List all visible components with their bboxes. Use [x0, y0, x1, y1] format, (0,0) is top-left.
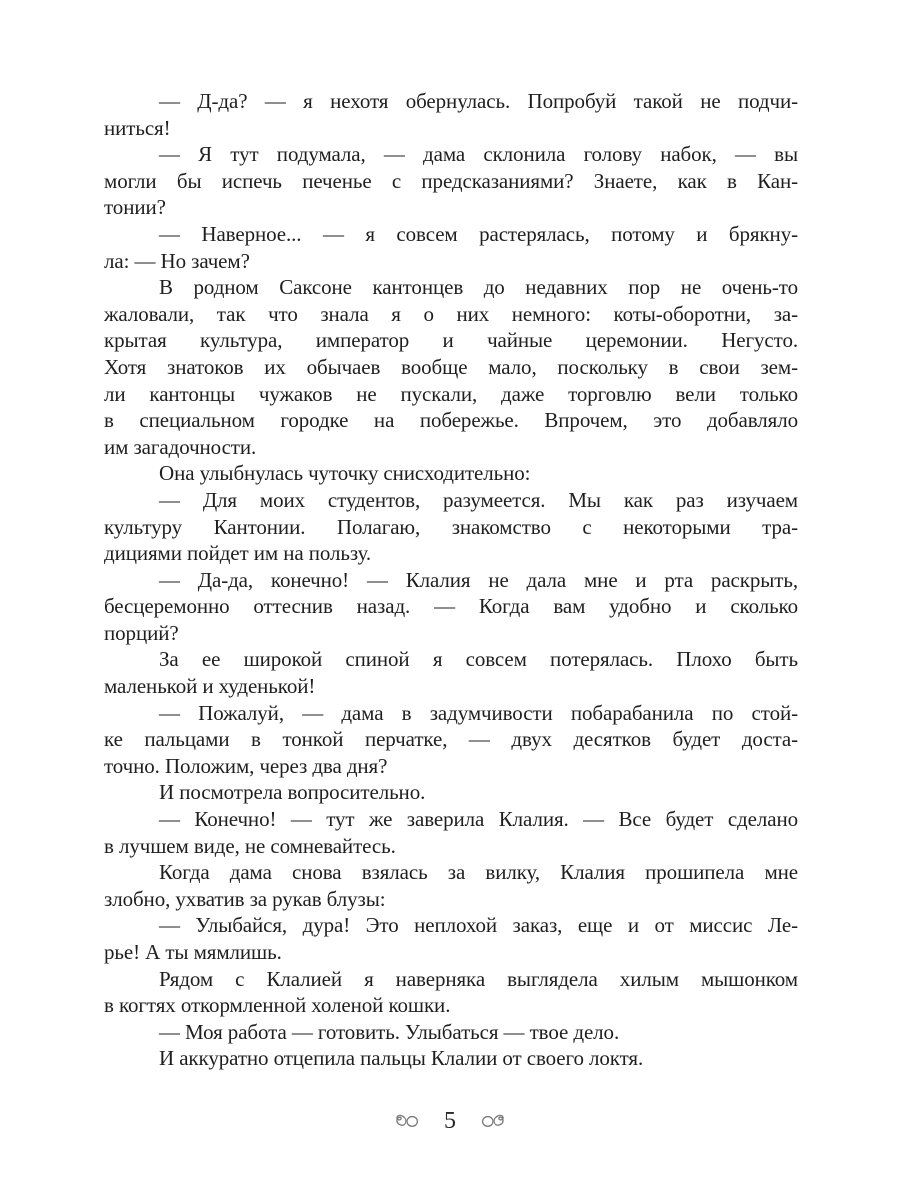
page-number: 5: [444, 1108, 456, 1134]
fleuron-right-icon: [480, 1113, 506, 1129]
paragraph: [104, 460, 798, 487]
text-line: В родном Саксоне кантонцев до недавних пор не очень-то: [159, 275, 798, 300]
text-line: жаловали, так что знала я о них немного: коты-оборотни, за-: [104, 301, 798, 326]
text-line: маленькой и худенькой!: [104, 674, 316, 699]
text-line: рье! А ты мямлишь.: [104, 940, 282, 964]
text-line: Хотя знатоков их обычаев вообще мало, поскольку в свои зем-: [104, 354, 798, 379]
text-line: ла: — Но зачем?: [104, 248, 250, 273]
text-line: — Да-да, конечно! — Клалия не дала мне и рта раскрыть,: [159, 567, 798, 592]
text-line: дициями пойдет им на пользу.: [104, 541, 372, 566]
text-line: точно. Положим, через два дня?: [104, 753, 388, 778]
text-line: — Наверное... — я совсем растерялась, потому и брякну-: [159, 221, 798, 246]
paragraph: [104, 779, 798, 806]
text-line: И аккуратно отцепила пальцы Клалии от своего локтя.: [159, 1046, 644, 1071]
paragraph: [104, 806, 798, 859]
text-line: им загадочности.: [104, 434, 257, 459]
text-line: И посмотрела вопросительно.: [159, 780, 426, 805]
text-line: — Д-да? — я нехотя обернулась. Попробуй такой не подчи-: [159, 89, 798, 113]
paragraph: [104, 912, 798, 965]
text-line: в когтях откормленной холеной кошки.: [104, 993, 451, 1018]
paragraph: [104, 567, 798, 647]
text-line: — Улыбайся, дура! Это неплохой заказ, еще и от миссис Ле-: [159, 913, 798, 938]
fleuron-left-icon: [394, 1113, 420, 1129]
text-line: Когда дама снова взялась за вилку, Клалия прошипела мне: [159, 860, 798, 885]
paragraph: [104, 1045, 798, 1072]
text-line: тонии?: [104, 195, 166, 220]
text-line: в лучшем виде, не сомневайтесь.: [104, 833, 396, 858]
text-line: — Конечно! — тут же заверила Клалия. — Все будет сделано: [159, 807, 798, 832]
text-line: в специальном городке на побережье. Впрочем, это добавляло: [104, 408, 798, 433]
text-line: — Я тут подумала, — дама склонила голову набок, — вы: [159, 142, 798, 167]
text-line: ли кантонцы чужаков не пускали, даже торговлю вели только: [104, 381, 798, 406]
text-line: — Моя работа — готовить. Улыбаться — твое дело.: [159, 1019, 620, 1044]
paragraph: [104, 141, 798, 221]
text-line: бесцеремонно оттеснив назад. — Когда вам удобно и сколько: [104, 594, 798, 619]
paragraph: [104, 487, 798, 567]
paragraph: [104, 966, 798, 1019]
text-line: крытая культура, император и чайные церемонии. Негусто.: [104, 328, 798, 353]
text-line: — Для моих студентов, разумеется. Мы как раз изучаем: [159, 487, 798, 512]
page-footer: [0, 1106, 900, 1136]
text-line: Рядом с Клалией я наверняка выглядела хилым мышонком: [159, 966, 798, 991]
paragraph: [104, 274, 798, 460]
text-line: злобно, ухватив за рукав блузы:: [104, 886, 386, 911]
paragraph: [104, 221, 798, 274]
paragraph: [104, 88, 798, 141]
text-line: Она улыбнулась чуточку снисходительно:: [159, 461, 531, 486]
paragraph: [104, 646, 798, 699]
body-text: [104, 88, 798, 1072]
text-line: могли бы испечь печенье с предсказаниями? Знаете, как в Кан-: [104, 168, 798, 193]
text-line: ке пальцами в тонкой перчатке, — двух десятков будет доста-: [104, 727, 798, 752]
text-line: За ее широкой спиной я совсем потерялась. Плохо быть: [159, 647, 798, 672]
text-line: — Пожалуй, — дама в задумчивости побарабанила по стой-: [159, 700, 798, 725]
text-line: культуру Кантонии. Полагаю, знакомство с некоторыми тра-: [104, 514, 798, 539]
paragraph: [104, 859, 798, 912]
text-line: ниться!: [104, 115, 171, 140]
paragraph: [104, 1019, 798, 1046]
text-line: порций?: [104, 620, 179, 645]
paragraph: [104, 700, 798, 780]
